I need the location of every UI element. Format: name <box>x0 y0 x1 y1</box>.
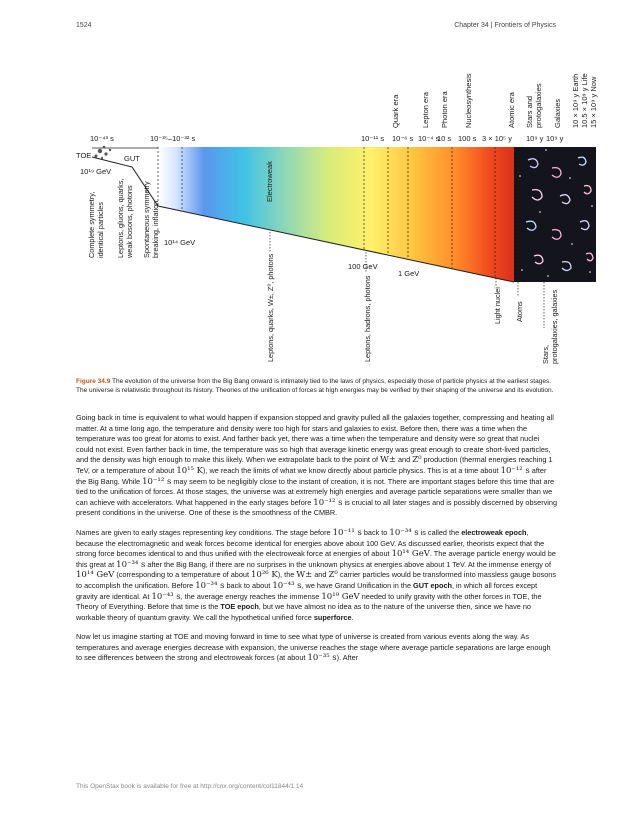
time-label: 100 s <box>458 134 477 143</box>
bottom-label: Leptons, hadrons, photons <box>363 275 372 362</box>
era-label: Quark era <box>391 94 400 128</box>
stage-label: Leptons, gluons, quarks, <box>116 178 125 258</box>
figure-caption <box>76 377 556 395</box>
era-label: Galaxies <box>553 98 562 128</box>
caption-text: The evolution of the universe from the Big Bang onward is intimately tied to the laws of physics, especially those of particle physics at the earliest stages. The universe is relativistic throughout its history. Theories of the unification of forces at high energies may be verified by their shaping of the universe and its evolution. <box>76 378 554 394</box>
bottom-label: Stars, <box>541 344 550 364</box>
time-label: 10⁻¹¹ s <box>361 134 385 143</box>
paragraph: Going back in time is equivalent to what would happen if expansion stopped and gravity pulled all the galaxies together, compressing and heating all matter. At a time long ago, the temperature and density were too high for stars and galaxies to exist. Before then, there was a time when the temperature was too great for atoms to exist. And farther back yet, there was a time when the temperature and density were so great that nuclei could not exist. Even farther back in time, the temperature was so high that average kinetic energy was great enough to create short-lived particles, and the density was high enough to make this likely. When we extrapolate back to the point of W± and Z⁰ production (thermal energies reaching 1 TeV, or a temperature of about 10¹⁵ K), we reach the limits of what we know directly about particle physics. This is at a time about 10⁻¹² s after the Big Bang. While 10⁻¹² s may seem to be negligibly close to the instant of creation, it is not. There are important stages before this time that are tied to the unification of forces. At those stages, the universe was at extremely high energies and average particle separations were smaller than we can achieve with accelerators. What happened in the early stages before 10⁻¹² s is crucial to all later stages and is possibly discerned by observing present conditions in the universe. One of these is the smoothness of the CMBR. <box>76 413 558 518</box>
time-label: 3 × 10⁵ y <box>482 134 513 143</box>
era-label: Photon era <box>440 91 449 128</box>
universe-evolution-figure <box>0 0 630 370</box>
temperature-band <box>158 147 514 282</box>
footer-note: This OpenStax book is available for free at http://cnx.org/content/col11844/1.14 <box>76 783 304 790</box>
era-label: 15 × 10⁹ y Now <box>589 76 598 128</box>
time-label: 10⁹ y <box>526 134 544 143</box>
figure-label: Figure 34.9 <box>76 378 111 385</box>
stage-label: Spontaneous symmetry <box>142 181 151 258</box>
stage-label: Complete symmetry, <box>87 191 96 258</box>
stage-label: identical particles <box>96 202 105 258</box>
bottom-label: Leptons, quarks, W±, Z⁰, photons <box>266 253 275 362</box>
era-label: Stars and <box>525 95 534 128</box>
era-label: protogalaxies <box>534 83 543 128</box>
paragraph: Now let us imagine starting at TOE and moving forward in time to see what type of universe is created from various events along the way. As temperatures and average energies decrease with expansion, the universe reaches the stage where average particle separations are large enough to see differences between the strong and electroweak forces (at about 10⁻³⁵ s). After <box>76 632 551 664</box>
time-label: 10⁻⁶ s <box>392 134 414 143</box>
time-label: 10⁻³⁵–10⁻³² s <box>150 134 196 143</box>
time-label: 10⁻⁴³ s <box>90 134 114 143</box>
era-label: Lepton era <box>421 92 430 128</box>
era-label: Nucleosynthesis <box>464 73 473 128</box>
body-text <box>76 413 558 673</box>
stage-label: weak bosons, photons <box>125 185 134 258</box>
era-label: 10.5 × 10⁹ y Life <box>580 73 589 128</box>
energy-label: 100 GeV <box>348 262 378 271</box>
era-label: Atomic era <box>507 92 516 128</box>
gut-label: GUT <box>124 154 140 163</box>
time-label: 10⁹ y <box>546 134 564 143</box>
bottom-label: Light nuclei <box>493 287 502 324</box>
era-label: 10 × 10⁹ y Earth <box>571 73 580 128</box>
paragraph: Names are given to early stages representing key conditions. The stage before 10⁻¹¹ s back to 10⁻³⁴ s is called the electroweak epoch, because the electromagnetic and weak forces become identical for energies above about 100 GeV. As discussed earlier, theorists expect that the strong force becomes identical to and thus unified with the electroweak force at energies of about 10¹⁴ GeV. The average particle energy would be this great at 10⁻³⁴ s after the Big Bang, if there are no surprises in the unknown physics at energies above about 1 TeV. At the immense energy of 10¹⁴ GeV (corresponding to a temperature of about 10²⁶ K), the W± and Z⁰ carrier particles would be transformed into massless gauge bosons to accomplish the unification. Before 10⁻³⁴ s back to about 10⁻⁴³ s, we have Grand Unification in the GUT epoch, in which all forces except gravity are identical. At 10⁻⁴³ s, the average energy reaches the immense 10¹⁹ GeV needed to unify gravity with the other forces in TOE, the Theory of Everything. Before that time is the TOE epoch, but we have almost no idea as to the nature of the universe then, since we have no workable theory of quantum gravity. We call the hypothetical unified force superforce. <box>76 527 556 622</box>
time-label: 10⁻⁴ s <box>418 134 440 143</box>
energy-label: 10¹⁹ GeV <box>80 167 112 176</box>
stage-label: breaking, inflation <box>151 200 160 258</box>
bottom-label: Atoms <box>515 301 524 322</box>
page-number: 1524 <box>76 22 92 29</box>
electroweak-label: Electroweak <box>265 161 274 202</box>
time-label: 10 s <box>437 134 452 143</box>
chapter-header: Chapter 34 | Frontiers of Physics <box>454 22 556 29</box>
bottom-label: protogalaxies, galaxies <box>550 289 559 364</box>
energy-label: 1 GeV <box>398 269 420 278</box>
energy-label: 10¹⁴ GeV <box>164 238 196 247</box>
toe-label: TOE <box>76 151 92 160</box>
